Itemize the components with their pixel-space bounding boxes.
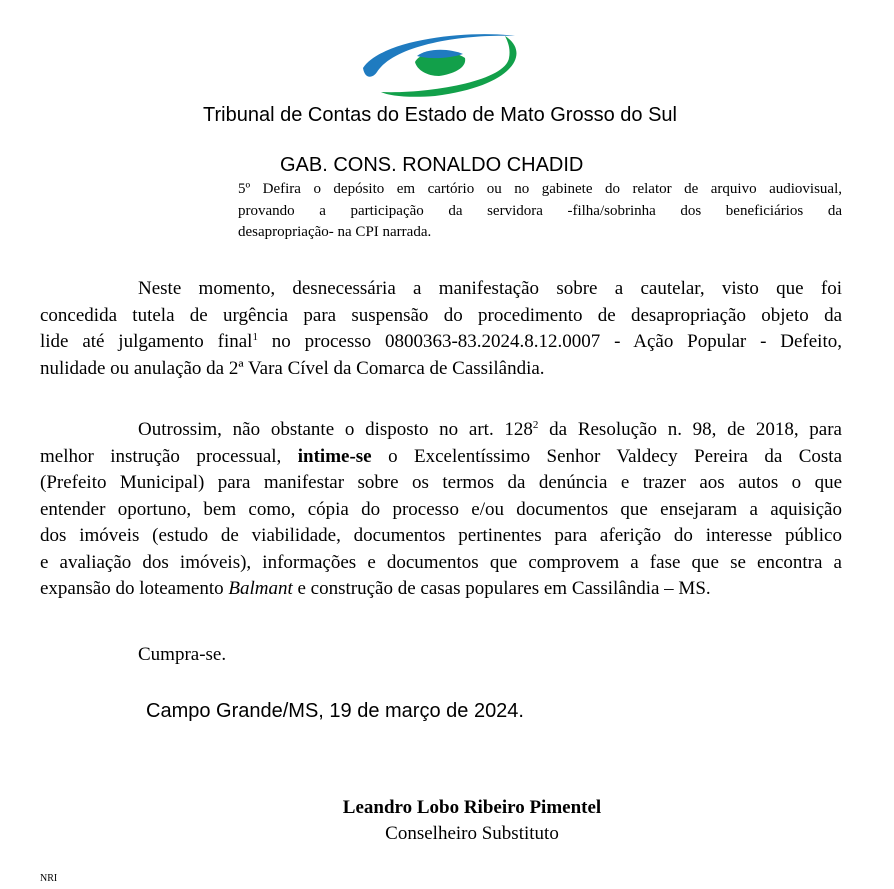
signature-name: Leandro Lobo Ribeiro Pimentel bbox=[342, 797, 602, 818]
text-run: o Excelentíssimo Senhor Valdecy Pereira da Costa bbox=[371, 445, 843, 467]
quoted-line: desapropriação- na CPI narrada. bbox=[238, 224, 432, 240]
paragraph-line bbox=[40, 576, 842, 603]
paragraph-line: e avaliação dos imóveis), informações e documentos que comprovem a fase que se encontra a bbox=[40, 551, 842, 573]
quoted-line: provando a participação da servidora -filha/sobrinha dos beneficiários da bbox=[238, 202, 842, 219]
text-run: e construção de casas populares em Cassilândia – MS. bbox=[292, 578, 711, 599]
paragraph-line: dos imóveis (estudo de viabilidade, documentos pertinentes para aferição do interesse público bbox=[40, 525, 842, 546]
office-name: GAB. CONS. RONALDO CHADID bbox=[280, 154, 584, 176]
paragraph-line bbox=[40, 417, 842, 444]
text-run: Outrossim, não obstante o disposto no art. 128 bbox=[138, 419, 533, 440]
text-run: melhor instrução processual, bbox=[40, 445, 298, 467]
text-run: lide até julgamento final bbox=[40, 331, 253, 352]
organization-name: Tribunal de Contas do Estado de Mato Grosso do Sul bbox=[203, 104, 677, 126]
paragraph-line bbox=[40, 444, 842, 471]
bold-run: intime-se bbox=[297, 445, 372, 467]
quoted-line: 5º Defira o depósito em cartório ou no gabinete do relator de arquivo audiovisual, bbox=[238, 181, 842, 197]
paragraph-line: nulidade ou anulação da 2ª Vara Cível da Comarca de Cassilândia. bbox=[40, 357, 545, 379]
paragraph-line bbox=[40, 329, 842, 356]
paragraph-line: entender oportuno, bem como, cópia do processo e/ou documentos que ensejaram a aquisição bbox=[40, 498, 842, 520]
paragraph-line: concedida tutela de urgência para suspensão do procedimento de desapropriação objeto da bbox=[40, 304, 842, 326]
place-date: Campo Grande/MS, 19 de março de 2024. bbox=[146, 700, 524, 722]
text-run: expansão do loteamento bbox=[40, 578, 229, 599]
footnote-ref: 2 bbox=[532, 419, 539, 431]
italic-run: Balmant bbox=[228, 578, 293, 599]
paragraph-line: Neste momento, desnecessária a manifestação sobre a cautelar, visto que foi bbox=[138, 278, 842, 299]
footnote-ref: 1 bbox=[252, 331, 258, 343]
paragraph-line: (Prefeito Municipal) para manifestar sobre os termos da denúncia e trazer aos autos o que bbox=[40, 472, 842, 493]
paragraph-summons bbox=[40, 417, 842, 603]
text-run: no processo 0800363-83.2024.8.12.0007 - Ação Popular - Defeito, bbox=[257, 331, 842, 352]
paragraph-urgency bbox=[40, 276, 842, 382]
text-run: da Resolução n. 98, de 2018, para bbox=[538, 419, 842, 440]
quoted-request bbox=[238, 179, 842, 244]
footer-initials: NRI bbox=[40, 873, 58, 884]
tce-ms-logo-icon bbox=[355, 30, 527, 102]
closing-text: Cumpra-se. bbox=[138, 644, 227, 665]
signature-role: Conselheiro Substituto bbox=[385, 823, 559, 844]
